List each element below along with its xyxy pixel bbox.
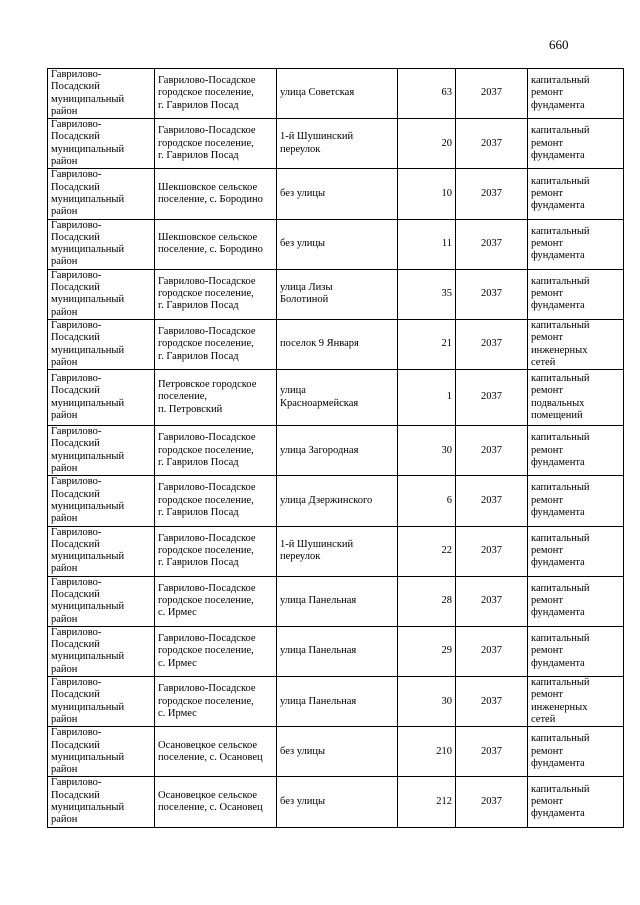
street-cell-text: улица Панельная [280,595,357,607]
work-type-cell [528,526,624,576]
work-type-cell [528,626,624,676]
settlement-cell-text: Гаврилово-Посадское городское поселение, с. Ирмес [158,633,256,669]
street-cell [277,269,398,319]
table-row [48,319,624,369]
settlement-cell-text: Гаврилово-Посадское городское поселение, г. Гаврилов Посад [158,532,256,569]
table-body [48,69,624,828]
table-row [48,426,624,476]
district-cell [48,576,155,626]
repair-year-cell-text: 2037 [481,391,502,403]
street-cell-text: без улицы [280,187,326,199]
house-number-cell [398,777,456,827]
settlement-cell [155,269,277,319]
street-cell [277,777,398,827]
house-number-cell [398,319,456,369]
work-type-cell-text: капитальный ремонт инженерных сетей [531,677,590,725]
street-cell [277,727,398,777]
repair-year-cell [456,576,528,626]
repair-year-cell-text: 2037 [481,595,502,607]
house-number-cell-text: 22 [441,544,452,556]
district-cell [48,119,155,169]
repair-year-cell-text: 2037 [481,695,502,707]
district-cell-text: Гаврилово- Посадский муниципальный район [51,626,125,675]
repair-year-cell-text: 2037 [481,288,502,300]
street-cell-text: без улицы [280,238,326,249]
table-row [48,69,624,119]
settlement-cell-text: Петровское городское поселение, п. Петровский [158,379,257,415]
work-type-cell [528,777,624,827]
settlement-cell-text: Гаврилово-Посадское городское поселение, с. Ирмес [158,582,256,619]
repair-year-cell [456,727,528,777]
house-number-cell-text: 35 [441,288,452,300]
table-row [48,777,624,827]
repair-year-cell-text: 2037 [481,87,502,99]
house-number-cell-text: 6 [446,494,452,506]
table-row [48,727,624,777]
house-number-cell [398,526,456,576]
repair-year-cell-text: 2037 [481,238,502,249]
settlement-cell-text: Гаврилово-Посадское городское поселение, г. Гаврилов Посад [158,326,256,362]
settlement-cell-text: Гаврилово-Посадское городское поселение, г. Гаврилов Посад [158,75,256,111]
settlement-cell [155,426,277,476]
settlement-cell [155,370,277,426]
table-row [48,370,624,426]
district-cell [48,626,155,676]
house-number-cell [398,219,456,269]
house-number-cell-text: 20 [441,137,452,149]
work-type-cell-text: капитальный ремонт фундамента [531,275,590,312]
settlement-cell-text: Гаврилово-Посадское городское поселение, г. Гаврилов Посад [158,125,256,161]
settlement-cell-text: Шекшовское сельское поселение, с. Бородино [158,181,263,205]
district-cell [48,426,155,476]
street-cell [277,476,398,526]
table-row [48,476,624,526]
settlement-cell [155,677,277,727]
work-type-cell [528,69,624,119]
work-type-cell-text: капитальный ремонт фундамента [531,783,590,820]
repair-year-cell [456,319,528,369]
repair-year-cell-text: 2037 [481,187,502,199]
work-type-cell-text: капитальный ремонт фундамента [531,175,590,212]
house-number-cell-text: 212 [436,795,452,807]
house-number-cell-text: 21 [441,338,452,350]
repair-year-cell-text: 2037 [481,444,502,456]
work-type-cell-text: капитальный ремонт фундамента [531,482,590,519]
work-type-cell [528,476,624,526]
street-cell [277,526,398,576]
street-cell-text: без улицы [280,795,326,807]
settlement-cell [155,777,277,827]
repair-year-cell [456,69,528,119]
street-cell-text: улица Панельная [280,645,357,657]
repair-year-cell [456,119,528,169]
district-cell-text: Гаврилово- Посадский муниципальный район [51,269,125,318]
work-type-cell-text: капитальный ремонт фундамента [531,432,590,468]
settlement-cell [155,219,277,269]
housing-repair-table [47,68,624,828]
settlement-cell [155,626,277,676]
settlement-cell-text: Гаврилово-Посадское городское поселение, с. Ирмес [158,683,256,719]
settlement-cell [155,169,277,219]
house-number-cell-text: 210 [436,745,452,757]
work-type-cell-text: капитальный ремонт фундамента [531,125,590,161]
district-cell-text: Гаврилово- Посадский муниципальный район [51,219,125,268]
house-number-cell-text: 1 [446,391,452,403]
district-cell [48,269,155,319]
repair-year-cell [456,426,528,476]
house-number-cell-text: 28 [441,595,452,607]
repair-year-cell [456,777,528,827]
repair-year-cell [456,526,528,576]
work-type-cell-text: капитальный ремонт инженерных сетей [531,319,590,368]
house-number-cell-text: 29 [441,645,452,657]
district-cell [48,219,155,269]
house-number-cell [398,576,456,626]
street-cell [277,319,398,369]
district-cell-text: Гаврилово- Посадский муниципальный район [51,677,125,725]
district-cell [48,526,155,576]
district-cell-text: Гаврилово- Посадский муниципальный район [51,373,125,421]
street-cell-text: улица Дзержинского [280,494,373,506]
district-cell [48,476,155,526]
repair-year-cell-text: 2037 [481,745,502,757]
work-type-cell-text: капитальный ремонт фундамента [531,733,590,769]
house-number-cell [398,476,456,526]
settlement-cell [155,576,277,626]
settlement-cell [155,526,277,576]
work-type-cell [528,370,624,426]
street-cell-text: улица Советская [280,87,355,99]
work-type-cell [528,119,624,169]
work-type-cell [528,727,624,777]
work-type-cell [528,219,624,269]
repair-year-cell-text: 2037 [481,645,502,657]
table-row [48,169,624,219]
street-cell-text: без улицы [280,745,326,757]
house-number-cell [398,727,456,777]
street-cell-text: улица Загородная [280,444,359,456]
district-cell [48,370,155,426]
repair-year-cell-text: 2037 [481,338,502,350]
table-row [48,576,624,626]
street-cell [277,219,398,269]
house-number-cell [398,269,456,319]
house-number-cell-text: 63 [441,87,452,99]
settlement-cell-text: Осановецкое сельское поселение, с. Осановец [158,789,263,814]
repair-year-cell [456,169,528,219]
street-cell [277,677,398,727]
repair-year-cell [456,219,528,269]
work-type-cell-text: капитальный ремонт фундамента [531,225,590,262]
table-row [48,677,624,727]
district-cell-text: Гаврилово- Посадский муниципальный район [51,777,125,826]
work-type-cell [528,169,624,219]
settlement-cell-text: Гаврилово-Посадское городское поселение, г. Гаврилов Посад [158,432,256,468]
settlement-cell [155,727,277,777]
settlement-cell [155,119,277,169]
street-cell [277,370,398,426]
settlement-cell [155,476,277,526]
district-cell-text: Гаврилово- Посадский муниципальный район [51,169,125,218]
work-type-cell-text: капитальный ремонт фундамента [531,532,590,569]
district-cell-text: Гаврилово- Посадский муниципальный район [51,119,125,168]
work-type-cell-text: капитальный ремонт фундамента [531,75,590,111]
district-cell [48,169,155,219]
house-number-cell [398,69,456,119]
district-cell-text: Гаврилово- Посадский муниципальный район [51,69,125,117]
district-cell [48,777,155,827]
street-cell-text: улица Лизы Болотиной [280,282,333,306]
table-row [48,269,624,319]
street-cell [277,169,398,219]
house-number-cell-text: 10 [441,187,452,199]
house-number-cell [398,426,456,476]
district-cell-text: Гаврилово- Посадский муниципальный район [51,526,125,575]
work-type-cell-text: капитальный ремонт фундамента [531,633,590,669]
street-cell [277,69,398,119]
settlement-cell-text: Гаврилово-Посадское городское поселение, г. Гаврилов Посад [158,482,256,519]
district-cell [48,69,155,119]
district-cell-text: Гаврилово- Посадский муниципальный район [51,319,125,368]
repair-year-cell [456,677,528,727]
settlement-cell-text: Гаврилово-Посадское городское поселение, г. Гаврилов Посад [158,275,256,312]
house-number-cell-text: 30 [441,695,452,707]
work-type-cell [528,319,624,369]
house-number-cell [398,677,456,727]
house-number-cell [398,370,456,426]
repair-year-cell [456,269,528,319]
street-cell [277,626,398,676]
work-type-cell [528,269,624,319]
settlement-cell-text: Осановецкое сельское поселение, с. Осановец [158,739,263,763]
table-row [48,626,624,676]
work-type-cell-text: капитальный ремонт подвальных помещений [531,373,590,421]
street-cell-text: 1-й Шушинский переулок [280,131,354,155]
work-type-cell [528,576,624,626]
street-cell-text: 1-й Шушинский переулок [280,538,354,563]
district-cell-text: Гаврилово- Посадский муниципальный район [51,426,125,475]
settlement-cell [155,69,277,119]
district-cell [48,319,155,369]
repair-year-cell [456,370,528,426]
table-row [48,119,624,169]
repair-year-cell [456,626,528,676]
house-number-cell-text: 11 [441,238,452,249]
street-cell-text: поселок 9 Января [280,338,359,350]
settlement-cell [155,319,277,369]
work-type-cell-text: капитальный ремонт фундамента [531,582,590,619]
house-number-cell [398,626,456,676]
work-type-cell [528,426,624,476]
district-cell [48,677,155,727]
work-type-cell [528,677,624,727]
street-cell-text: улица Панельная [280,695,357,707]
table-row [48,526,624,576]
street-cell [277,119,398,169]
district-cell-text: Гаврилово- Посадский муниципальный район [51,727,125,776]
district-cell-text: Гаврилово- Посадский муниципальный район [51,576,125,625]
house-number-cell-text: 30 [441,444,452,456]
repair-year-cell-text: 2037 [481,544,502,556]
table-row [48,219,624,269]
street-cell-text: улица Красноармейская [280,385,359,409]
page-number: 660 [549,37,569,52]
house-number-cell [398,119,456,169]
settlement-cell-text: Шекшовское сельское поселение, с. Бородино [158,231,263,256]
repair-year-cell-text: 2037 [481,795,502,807]
district-cell-text: Гаврилово- Посадский муниципальный район [51,476,125,525]
street-cell [277,426,398,476]
house-number-cell [398,169,456,219]
repair-year-cell-text: 2037 [481,137,502,149]
repair-year-cell [456,476,528,526]
repair-year-cell-text: 2037 [481,494,502,506]
district-cell [48,727,155,777]
street-cell [277,576,398,626]
